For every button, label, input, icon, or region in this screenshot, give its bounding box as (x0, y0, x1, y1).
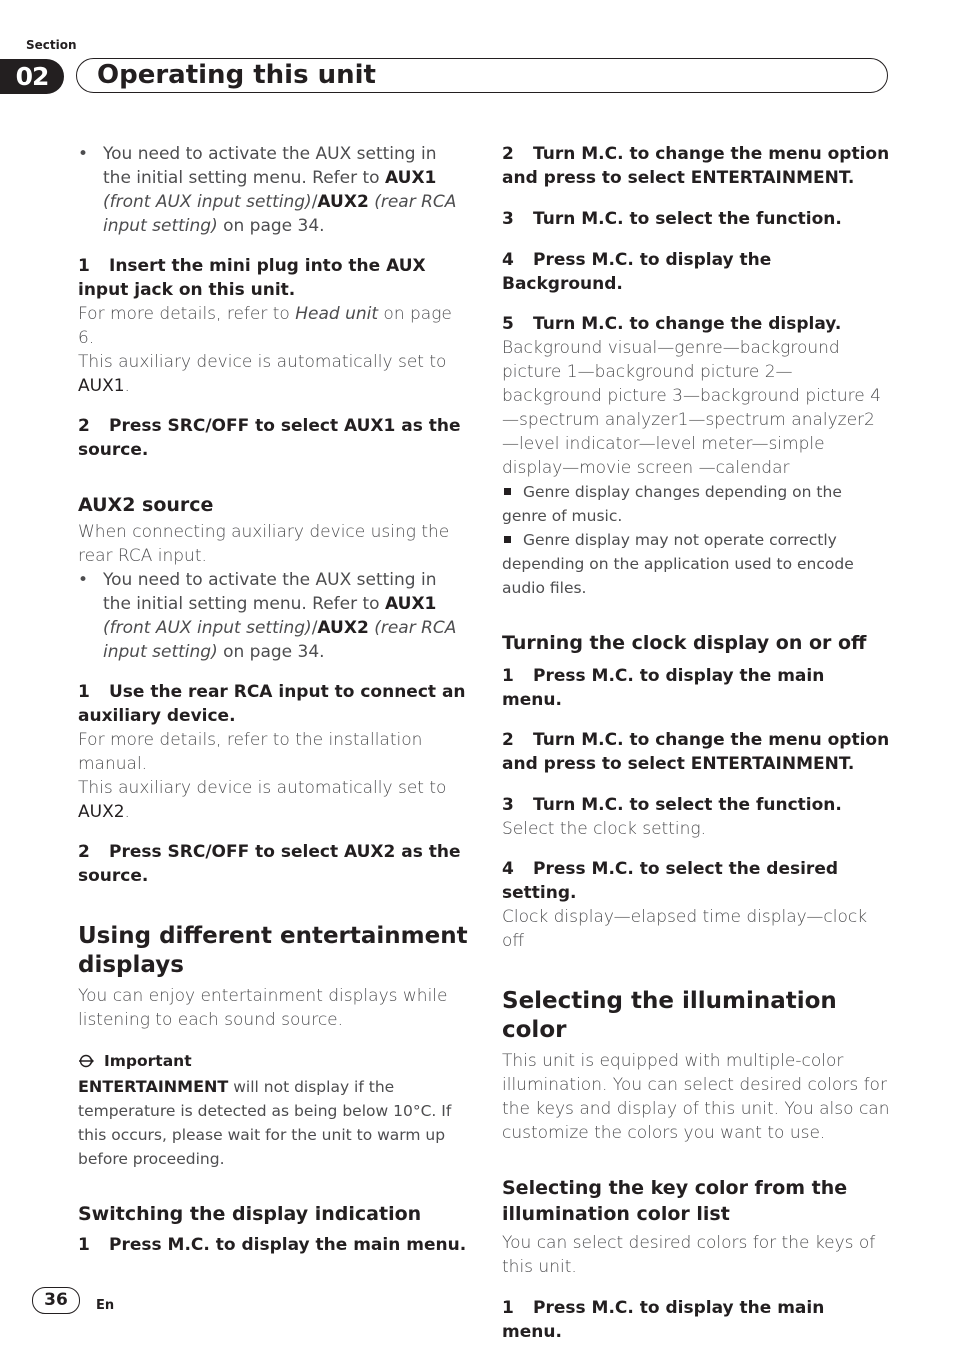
important-text: ENTERTAINMENT will not display if the temperature is detected as being below 10°C. If this occurs, please wait for the unit to warm up before proceeding. (78, 1077, 452, 1168)
clock-step-select-function: 3 Turn M.C. to select the function. (502, 795, 842, 815)
note-genre-2: Genre display may not operate correctly depending on the application used to encode audio files. (502, 531, 854, 597)
clock-step-select-entertainment: 2 Turn M.C. to change the menu option and press to select ENTERTAINMENT. (502, 730, 890, 774)
switching-heading: Switching the display indication (78, 1203, 422, 1225)
left-column (78, 142, 468, 1257)
step-body-head-unit-ref: For more details, refer to Head unit on page 6. (78, 304, 452, 348)
language-code: En (96, 1298, 115, 1313)
step-body-aux2-auto: This auxiliary device is automatically set to AUX2. (78, 778, 447, 822)
step-insert-mini-plug: 1 Insert the mini plug into the AUX input jack on this unit. (78, 256, 426, 300)
right-column (502, 142, 890, 1344)
page-title-box (76, 58, 888, 93)
step-select-function: 3 Turn M.C. to select the function. (502, 209, 842, 229)
page-number: 36 (32, 1287, 80, 1314)
key-color-intro: You can select desired colors for the keys of this unit. (502, 1233, 876, 1277)
clock-step-body: Select the clock setting. (502, 819, 706, 839)
page-title: Operating this unit (97, 60, 376, 90)
step-select-entertainment: 2 Turn M.C. to change the menu option and press to select ENTERTAINMENT. (502, 144, 890, 188)
aux-setting-bullet-2: • You need to activate the AUX setting in the initial setting menu. Refer to AUX1 (front AUX input setting)/AUX2 (rear RCA input setting) on page 34. (78, 568, 468, 664)
illumination-intro: This unit is equipped with multiple-color illumination. You can select desired colors for the keys and display of this unit. You also can customize the colors you want to use. (502, 1051, 890, 1143)
clock-heading: Turning the clock display on or off (502, 632, 867, 654)
step-body-aux1-auto: This auxiliary device is automatically set to AUX1. (78, 352, 447, 396)
entertainment-heading: Using different entertainment displays (78, 923, 468, 978)
step-body-installation-manual: For more details, refer to the installation manual. (78, 730, 423, 774)
key-step-main-menu: 1 Press M.C. to display the main menu. (502, 1298, 825, 1342)
entertainment-intro: You can enjoy entertainment displays while listening to each sound source. (78, 986, 448, 1030)
note-genre-1: Genre display changes depending on the genre of music. (502, 483, 842, 525)
aux-setting-bullet-1: • You need to activate the AUX setting in the initial setting menu. Refer to AUX1 (front AUX input setting)/AUX2 (rear RCA input setting) on page 34. (78, 142, 468, 238)
step-display-background: 4 Press M.C. to display the Background. (502, 250, 772, 294)
clock-options: Clock display—elapsed time display—clock off (502, 907, 868, 951)
step-change-display: 5 Turn M.C. to change the display. (502, 314, 842, 334)
clock-step-desired-setting: 4 Press M.C. to select the desired setting. (502, 859, 839, 903)
illumination-heading: Selecting the illumination color (502, 988, 837, 1043)
step-use-rear-rca: 1 Use the rear RCA input to connect an auxiliary device. (78, 682, 466, 726)
important-label: Important (78, 1049, 468, 1073)
background-options: Background visual—genre—background picture 1—background picture 2—background picture 3—background picture 4—spectrum analyzer1—spectrum analyzer2—level indicator—level meter—simple display—movie screen —calendar (502, 338, 881, 478)
step-select-aux2: 2 Press SRC/OFF to select AUX2 as the source. (78, 842, 461, 886)
step-display-main-menu: 1 Press M.C. to display the main menu. (78, 1235, 467, 1255)
aux2-intro: When connecting auxiliary device using the rear RCA input. (78, 522, 450, 566)
aux2-source-heading: AUX2 source (78, 494, 214, 516)
important-icon (78, 1054, 96, 1068)
section-number-badge: 02 (0, 59, 64, 94)
key-color-heading: Selecting the key color from the illumination color list (502, 1177, 848, 1225)
clock-step-main-menu: 1 Press M.C. to display the main menu. (502, 666, 825, 710)
step-select-aux1: 2 Press SRC/OFF to select AUX1 as the source. (78, 416, 461, 460)
section-label: Section (26, 38, 77, 52)
